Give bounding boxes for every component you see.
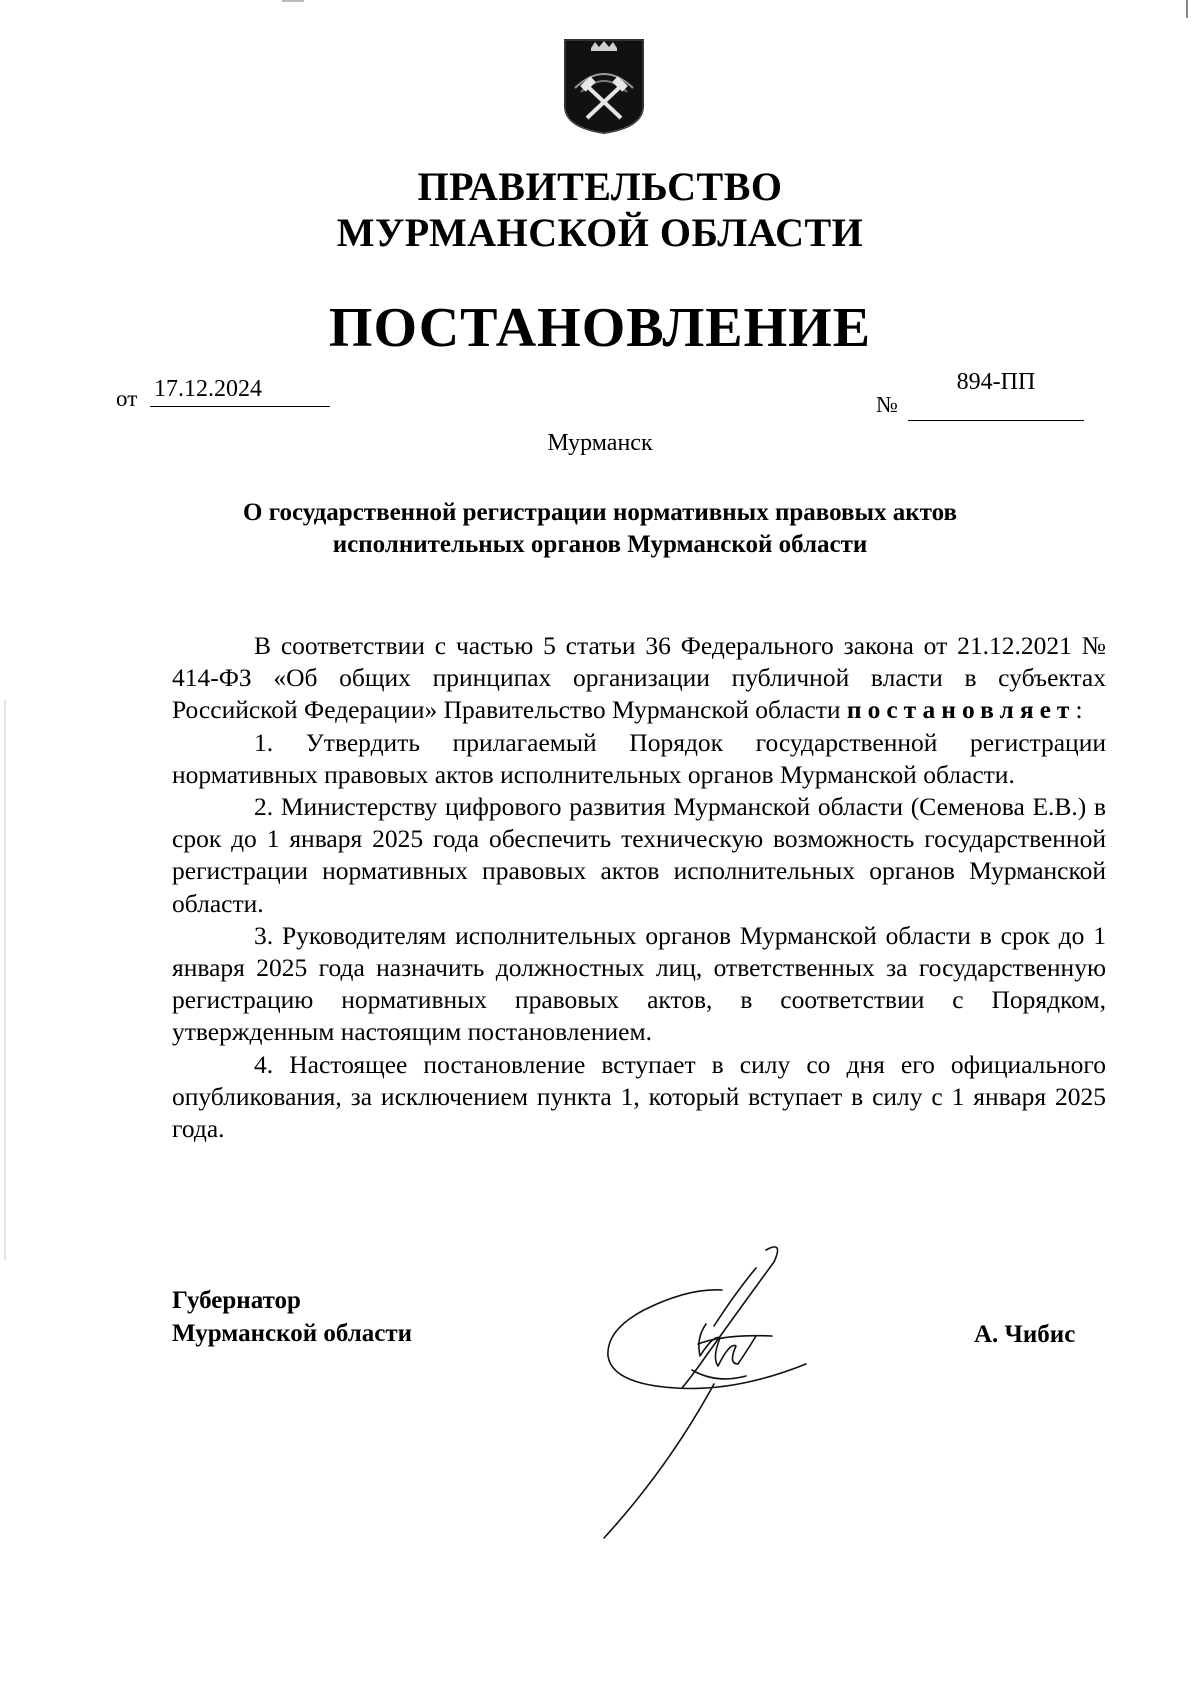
- organization-name: МУРМАНСКОЙ ОБЛАСТИ: [336, 210, 864, 255]
- decree-item: 3. Руководителям исполнительных органов Мурманской области в срок до 1 января 2025 года назначить должностных лиц, ответственных за государственную регистрацию нормативных правовых актов, в соответствии с Порядком, утвержденным настоящим постановлением.: [172, 920, 1106, 1047]
- decree-suffix: :: [1075, 695, 1083, 725]
- decree-item: 2. Министерству цифрового развития Мурманской области (Семенова Е.В.) в срок до 1 января 2025 года обеспечить техническую возможность государственной регистрации нормативных правовых актов исполнительных органов Мурманской области.: [172, 792, 1106, 918]
- signatory-name: А. Чибис: [974, 1321, 1076, 1348]
- organization-name: ПРАВИТЕЛЬСТВО: [417, 164, 783, 209]
- document-type-title: ПОСТАНОВЛЕНИЕ: [328, 297, 872, 359]
- decree-item: 4. Настоящее постановление вступает в силу со дня его официального опубликования, за исключением пункта 1, который вступает в силу с 1 января 2025 года.: [172, 1049, 1106, 1144]
- document-date: 17.12.2024: [150, 372, 330, 407]
- document-number-field: [908, 369, 1084, 421]
- document-number: 894-ПП: [956, 369, 1036, 395]
- city-name: Мурманск: [547, 430, 653, 456]
- signatory-title: [172, 1284, 412, 1350]
- murmansk-coat-of-arms-icon: [561, 36, 647, 136]
- scan-edge-artifact: [282, 0, 304, 2]
- date-prefix: от: [116, 386, 138, 411]
- scan-edge-artifact: [4, 700, 6, 1260]
- decree-word: постановляет: [846, 695, 1076, 725]
- preamble-paragraph: [172, 630, 1106, 727]
- scan-edge-artifact: [1186, 0, 1188, 18]
- subject-line: исполнительных органов Мурманской области: [332, 531, 868, 558]
- signatory-title-line: Мурманской области: [172, 1320, 413, 1347]
- number-prefix: №: [876, 392, 898, 417]
- document-body: [172, 630, 1106, 1145]
- preamble-text: В соответствии с частью 5 статьи 36 Федерального закона от 21.12.2021 № 414-ФЗ «Об общих принципах организации публичной власти в субъектах Российской Федерации» Правительство Мурманской области: [172, 631, 1106, 725]
- signatory-title-line: Губернатор: [172, 1287, 301, 1314]
- document-subject: [150, 497, 1050, 561]
- handwritten-signature: [596, 1238, 848, 1542]
- decree-item: 1. Утвердить прилагаемый Порядок государственной регистрации нормативных правовых актов исполнительных органов Мурманской области.: [172, 727, 1106, 789]
- subject-line: О государственной регистрации нормативных правовых актов: [243, 499, 957, 526]
